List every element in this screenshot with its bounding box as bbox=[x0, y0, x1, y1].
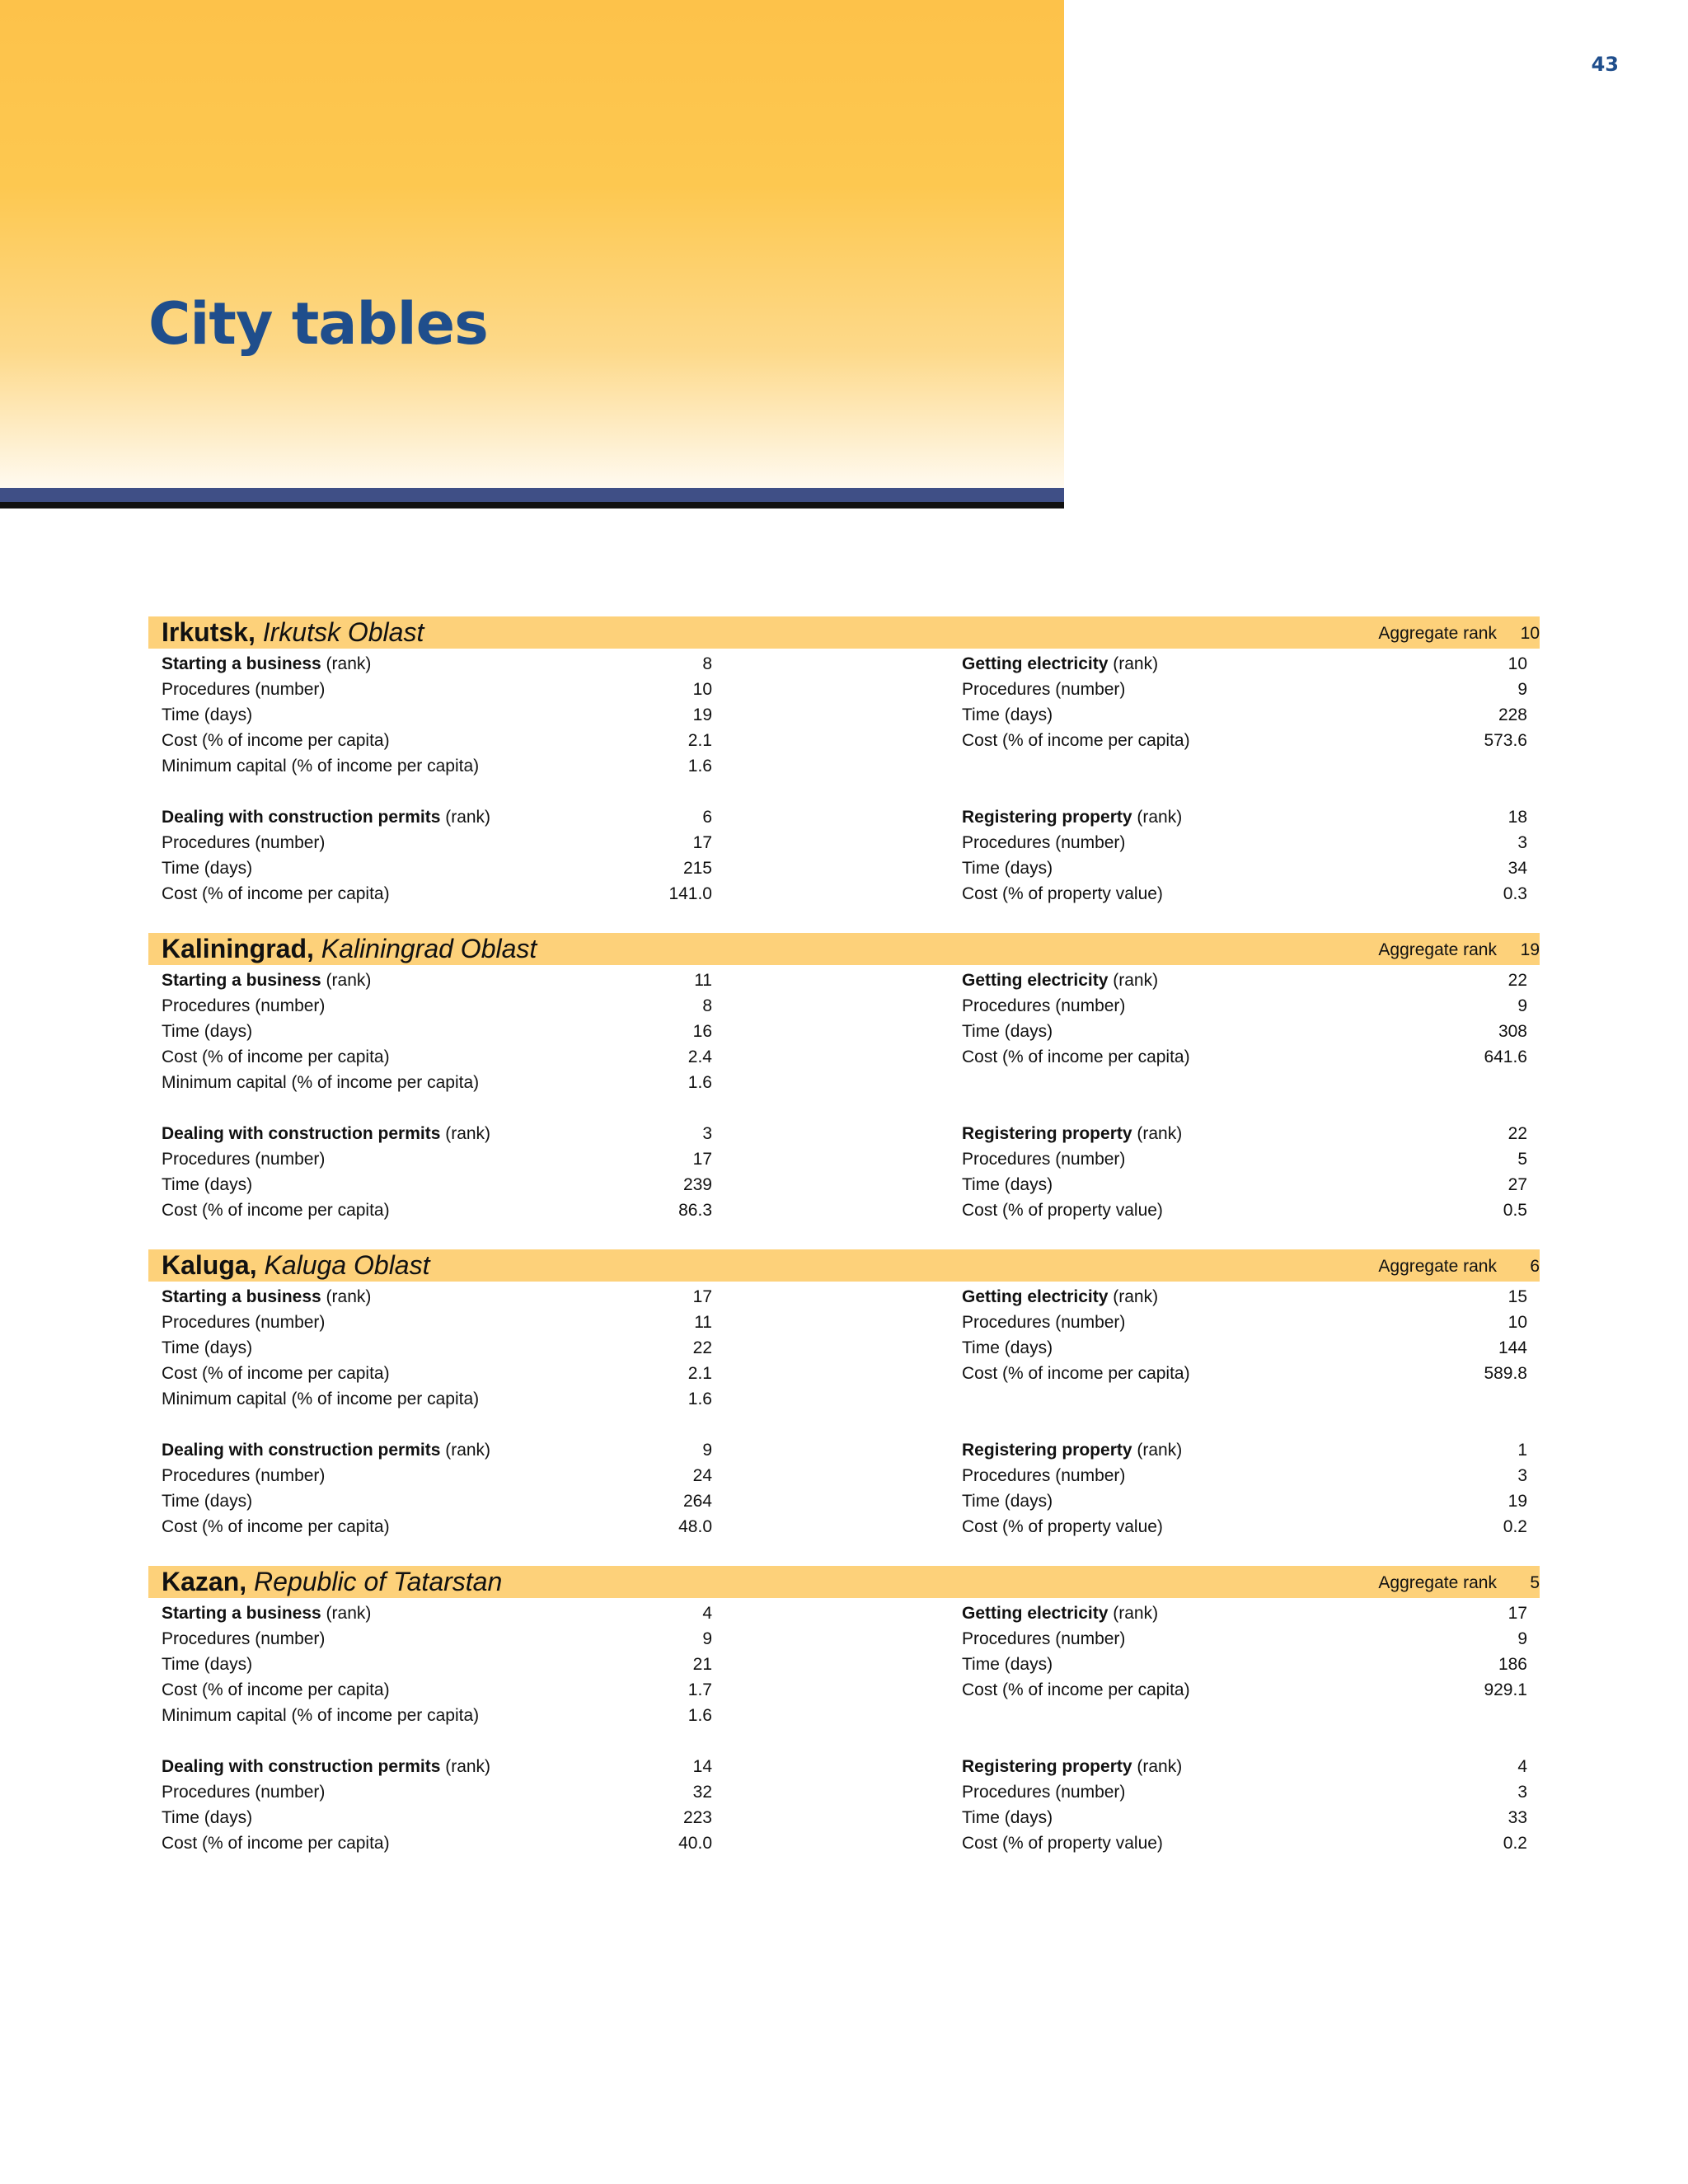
banner-stripe-blue bbox=[0, 488, 1064, 502]
section-title: Getting electricity bbox=[962, 971, 1109, 990]
row-value: 10 bbox=[692, 680, 712, 699]
city-table bbox=[148, 1566, 1540, 1863]
row-value: 215 bbox=[682, 859, 712, 878]
section-suffix: (rank) bbox=[1108, 1287, 1159, 1306]
row-value: 1.6 bbox=[687, 1073, 712, 1092]
row-value: 5 bbox=[1517, 1150, 1527, 1169]
aggregate-rank-label: Aggregate rank bbox=[1378, 940, 1497, 959]
row-value: 8 bbox=[702, 654, 712, 673]
registering-property-row bbox=[962, 1805, 1527, 1830]
region-name: Republic of Tatarstan bbox=[254, 1567, 503, 1596]
row-label bbox=[962, 1437, 1182, 1463]
row-label: Cost (% of income per capita) bbox=[162, 731, 390, 750]
getting-electricity-heading bbox=[962, 651, 1527, 677]
row-value: 11 bbox=[694, 1313, 712, 1332]
row-value: 1 bbox=[1517, 1441, 1527, 1460]
starting-business-heading bbox=[162, 1601, 712, 1626]
getting-electricity-row bbox=[962, 1044, 1527, 1070]
aggregate-rank-value: 6 bbox=[1530, 1257, 1540, 1276]
aggregate-rank-value: 10 bbox=[1520, 624, 1540, 643]
starting-business-row bbox=[162, 753, 712, 779]
starting-business-row bbox=[162, 1703, 712, 1728]
section-title: Dealing with construction permits bbox=[162, 1757, 441, 1776]
region-name: Kaliningrad Oblast bbox=[321, 934, 537, 963]
row-value: 10 bbox=[1507, 1313, 1527, 1332]
row-label: Time (days) bbox=[162, 1808, 253, 1827]
starting-business-row bbox=[162, 1361, 712, 1386]
registering-property-row bbox=[962, 1146, 1527, 1172]
row-value: 641.6 bbox=[1484, 1047, 1527, 1066]
row-value: 2.1 bbox=[687, 1364, 712, 1383]
row-value: 6 bbox=[702, 808, 712, 827]
construction-permits-row bbox=[162, 1146, 712, 1172]
row-value: 86.3 bbox=[678, 1201, 712, 1220]
row-value: 22 bbox=[1507, 1124, 1527, 1143]
city-title bbox=[162, 935, 537, 963]
starting-business-row bbox=[162, 677, 712, 702]
row-label: Time (days) bbox=[962, 1022, 1053, 1041]
getting-electricity-heading bbox=[962, 1284, 1527, 1310]
row-label: Minimum capital (% of income per capita) bbox=[162, 1073, 480, 1092]
row-label: Cost (% of income per capita) bbox=[162, 884, 390, 903]
city-title bbox=[162, 1568, 502, 1596]
section-suffix: (rank) bbox=[440, 1441, 491, 1460]
starting-business-row bbox=[162, 1335, 712, 1361]
row-label bbox=[162, 804, 490, 830]
row-label: Cost (% of property value) bbox=[962, 1834, 1163, 1853]
row-label: Procedures (number) bbox=[162, 833, 326, 852]
row-label: Cost (% of income per capita) bbox=[962, 731, 1190, 750]
starting-business-row bbox=[162, 1652, 712, 1677]
row-value: 0.2 bbox=[1503, 1834, 1527, 1853]
row-label: Time (days) bbox=[962, 1338, 1053, 1357]
row-value: 223 bbox=[682, 1808, 712, 1827]
starting-business-row bbox=[162, 1310, 712, 1335]
row-label: Cost (% of property value) bbox=[962, 1201, 1163, 1220]
row-value: 17 bbox=[1507, 1604, 1527, 1623]
construction-permits-row bbox=[162, 1172, 712, 1197]
construction-permits-row bbox=[162, 830, 712, 855]
construction-permits-row bbox=[162, 1805, 712, 1830]
construction-permits-heading bbox=[162, 1754, 712, 1779]
section-title: Registering property bbox=[962, 1124, 1132, 1143]
getting-electricity-row bbox=[962, 702, 1527, 728]
row-label: Time (days) bbox=[162, 1175, 253, 1194]
starting-business-heading bbox=[162, 1284, 712, 1310]
city-header-bar bbox=[148, 616, 1540, 649]
row-value: 3 bbox=[1517, 1783, 1527, 1802]
page-title: City tables bbox=[148, 290, 488, 358]
row-value: 144 bbox=[1498, 1338, 1527, 1357]
row-label: Procedures (number) bbox=[962, 1466, 1126, 1485]
row-label: Cost (% of income per capita) bbox=[162, 1201, 390, 1220]
row-value: 228 bbox=[1498, 705, 1527, 724]
registering-property-row bbox=[962, 1197, 1527, 1223]
row-value: 8 bbox=[702, 996, 712, 1015]
registering-property-row bbox=[962, 1514, 1527, 1540]
section-suffix: (rank) bbox=[1132, 808, 1183, 827]
section-title: Getting electricity bbox=[962, 1604, 1109, 1623]
aggregate-rank-value: 5 bbox=[1530, 1573, 1540, 1592]
row-label: Time (days) bbox=[962, 1492, 1053, 1511]
registering-property-heading bbox=[962, 1754, 1527, 1779]
row-value: 10 bbox=[1507, 654, 1527, 673]
construction-permits-row bbox=[162, 1488, 712, 1514]
getting-electricity-row bbox=[962, 1626, 1527, 1652]
row-label: Procedures (number) bbox=[162, 1629, 326, 1648]
section-suffix: (rank) bbox=[440, 1757, 491, 1776]
construction-permits-row bbox=[162, 1197, 712, 1223]
row-value: 11 bbox=[694, 971, 712, 990]
city-table bbox=[148, 1249, 1540, 1546]
row-label bbox=[162, 651, 371, 677]
city-table bbox=[148, 616, 1540, 913]
registering-property-heading bbox=[962, 1437, 1527, 1463]
section-title: Starting a business bbox=[162, 654, 321, 673]
row-label: Minimum capital (% of income per capita) bbox=[162, 757, 480, 776]
registering-property-row bbox=[962, 881, 1527, 907]
row-value: 32 bbox=[692, 1783, 712, 1802]
section-suffix: (rank) bbox=[321, 971, 372, 990]
row-label bbox=[162, 968, 371, 993]
aggregate-rank-label: Aggregate rank bbox=[1378, 1257, 1497, 1276]
registering-property-row bbox=[962, 1488, 1527, 1514]
registering-property-row bbox=[962, 855, 1527, 881]
row-value: 0.2 bbox=[1503, 1517, 1527, 1536]
row-label: Procedures (number) bbox=[962, 833, 1126, 852]
row-label: Cost (% of income per capita) bbox=[962, 1680, 1190, 1699]
getting-electricity-row bbox=[962, 677, 1527, 702]
city-title bbox=[162, 618, 424, 646]
section-title: Dealing with construction permits bbox=[162, 1124, 441, 1143]
row-value: 19 bbox=[692, 705, 712, 724]
row-value: 24 bbox=[692, 1466, 712, 1485]
getting-electricity-heading bbox=[962, 1601, 1527, 1626]
row-value: 573.6 bbox=[1484, 731, 1527, 750]
row-value: 4 bbox=[1517, 1757, 1527, 1776]
row-label bbox=[162, 1284, 371, 1310]
getting-electricity-row bbox=[962, 1310, 1527, 1335]
starting-business-row bbox=[162, 993, 712, 1019]
page-number: 43 bbox=[1591, 53, 1619, 76]
section-suffix: (rank) bbox=[1132, 1441, 1183, 1460]
row-label: Procedures (number) bbox=[962, 1629, 1126, 1648]
construction-permits-heading bbox=[162, 804, 712, 830]
construction-permits-row bbox=[162, 1463, 712, 1488]
row-value: 3 bbox=[1517, 1466, 1527, 1485]
city-table bbox=[148, 933, 1540, 1230]
row-value: 589.8 bbox=[1484, 1364, 1527, 1383]
aggregate-rank-label: Aggregate rank bbox=[1378, 624, 1497, 643]
row-label: Procedures (number) bbox=[962, 1150, 1126, 1169]
row-label bbox=[162, 1121, 490, 1146]
section-title: Registering property bbox=[962, 808, 1132, 827]
row-value: 14 bbox=[692, 1757, 712, 1776]
registering-property-row bbox=[962, 1463, 1527, 1488]
getting-electricity-heading bbox=[962, 968, 1527, 993]
row-label: Cost (% of income per capita) bbox=[162, 1364, 390, 1383]
row-value: 17 bbox=[692, 833, 712, 852]
row-label: Cost (% of property value) bbox=[962, 884, 1163, 903]
row-label bbox=[962, 1754, 1182, 1779]
row-value: 9 bbox=[702, 1441, 712, 1460]
row-value: 2.1 bbox=[687, 731, 712, 750]
section-suffix: (rank) bbox=[321, 654, 372, 673]
starting-business-heading bbox=[162, 651, 712, 677]
construction-permits-row bbox=[162, 1514, 712, 1540]
section-title: Starting a business bbox=[162, 1604, 321, 1623]
registering-property-heading bbox=[962, 804, 1527, 830]
row-label bbox=[962, 1601, 1158, 1626]
row-value: 9 bbox=[1517, 996, 1527, 1015]
row-value: 17 bbox=[692, 1150, 712, 1169]
row-label: Cost (% of property value) bbox=[962, 1517, 1163, 1536]
row-value: 9 bbox=[1517, 1629, 1527, 1648]
row-value: 2.4 bbox=[687, 1047, 712, 1066]
section-suffix: (rank) bbox=[1132, 1124, 1183, 1143]
getting-electricity-row bbox=[962, 1677, 1527, 1703]
starting-business-row bbox=[162, 1626, 712, 1652]
row-value: 19 bbox=[1507, 1492, 1527, 1511]
row-label: Cost (% of income per capita) bbox=[962, 1364, 1190, 1383]
row-value: 264 bbox=[682, 1492, 712, 1511]
starting-business-heading bbox=[162, 968, 712, 993]
row-value: 1.6 bbox=[687, 1706, 712, 1725]
row-label bbox=[162, 1437, 490, 1463]
row-value: 0.3 bbox=[1503, 884, 1527, 903]
aggregate-rank-value: 19 bbox=[1520, 940, 1540, 959]
row-label: Time (days) bbox=[162, 1492, 253, 1511]
row-value: 15 bbox=[1507, 1287, 1527, 1306]
city-name: Kaluga, bbox=[162, 1250, 257, 1280]
construction-permits-row bbox=[162, 881, 712, 907]
section-title: Dealing with construction permits bbox=[162, 808, 441, 827]
starting-business-row bbox=[162, 1070, 712, 1095]
registering-property-row bbox=[962, 1779, 1527, 1805]
row-label: Time (days) bbox=[962, 1808, 1053, 1827]
section-suffix: (rank) bbox=[440, 808, 491, 827]
row-value: 18 bbox=[1507, 808, 1527, 827]
row-label: Procedures (number) bbox=[962, 996, 1126, 1015]
section-title: Registering property bbox=[962, 1441, 1132, 1460]
row-value: 33 bbox=[1507, 1808, 1527, 1827]
starting-business-row bbox=[162, 1386, 712, 1412]
section-title: Registering property bbox=[962, 1757, 1132, 1776]
getting-electricity-row bbox=[962, 1335, 1527, 1361]
getting-electricity-row bbox=[962, 993, 1527, 1019]
row-value: 4 bbox=[702, 1604, 712, 1623]
section-suffix: (rank) bbox=[440, 1124, 491, 1143]
row-value: 3 bbox=[702, 1124, 712, 1143]
registering-property-row bbox=[962, 830, 1527, 855]
row-label: Cost (% of income per capita) bbox=[162, 1834, 390, 1853]
row-label: Minimum capital (% of income per capita) bbox=[162, 1706, 480, 1725]
row-label: Time (days) bbox=[962, 859, 1053, 878]
row-value: 9 bbox=[1517, 680, 1527, 699]
starting-business-row bbox=[162, 702, 712, 728]
row-value: 22 bbox=[692, 1338, 712, 1357]
row-value: 21 bbox=[692, 1655, 712, 1674]
registering-property-row bbox=[962, 1830, 1527, 1856]
construction-permits-heading bbox=[162, 1437, 712, 1463]
row-value: 3 bbox=[1517, 833, 1527, 852]
construction-permits-heading bbox=[162, 1121, 712, 1146]
section-suffix: (rank) bbox=[1108, 1604, 1159, 1623]
row-label: Procedures (number) bbox=[962, 1783, 1126, 1802]
row-value: 308 bbox=[1498, 1022, 1527, 1041]
getting-electricity-row bbox=[962, 1361, 1527, 1386]
registering-property-row bbox=[962, 1172, 1527, 1197]
row-label: Procedures (number) bbox=[162, 996, 326, 1015]
starting-business-row bbox=[162, 728, 712, 753]
city-name: Kazan, bbox=[162, 1567, 247, 1596]
city-header-bar bbox=[148, 933, 1540, 965]
row-value: 1.6 bbox=[687, 1390, 712, 1408]
row-label: Cost (% of income per capita) bbox=[162, 1680, 390, 1699]
row-label: Time (days) bbox=[162, 705, 253, 724]
row-label bbox=[962, 1121, 1182, 1146]
row-value: 186 bbox=[1498, 1655, 1527, 1674]
row-label: Procedures (number) bbox=[162, 1313, 326, 1332]
section-title: Getting electricity bbox=[962, 654, 1109, 673]
row-value: 34 bbox=[1507, 859, 1527, 878]
starting-business-row bbox=[162, 1677, 712, 1703]
section-suffix: (rank) bbox=[321, 1287, 372, 1306]
starting-business-row bbox=[162, 1019, 712, 1044]
construction-permits-row bbox=[162, 855, 712, 881]
row-value: 9 bbox=[702, 1629, 712, 1648]
row-label: Time (days) bbox=[962, 705, 1053, 724]
row-label: Cost (% of income per capita) bbox=[162, 1517, 390, 1536]
row-label: Time (days) bbox=[162, 1022, 253, 1041]
row-value: 48.0 bbox=[678, 1517, 712, 1536]
row-label: Time (days) bbox=[962, 1175, 1053, 1194]
row-label bbox=[962, 968, 1158, 993]
row-label bbox=[962, 1284, 1158, 1310]
construction-permits-row bbox=[162, 1779, 712, 1805]
row-value: 17 bbox=[692, 1287, 712, 1306]
getting-electricity-row bbox=[962, 1019, 1527, 1044]
section-suffix: (rank) bbox=[321, 1604, 372, 1623]
row-value: 1.7 bbox=[687, 1680, 712, 1699]
row-label: Procedures (number) bbox=[162, 680, 326, 699]
row-value: 27 bbox=[1507, 1175, 1527, 1194]
city-name: Irkutsk, bbox=[162, 617, 256, 647]
row-label bbox=[162, 1754, 490, 1779]
banner-stripe-black bbox=[0, 502, 1064, 509]
row-label: Procedures (number) bbox=[962, 680, 1126, 699]
section-suffix: (rank) bbox=[1108, 971, 1159, 990]
city-header-bar bbox=[148, 1249, 1540, 1282]
row-label bbox=[962, 804, 1182, 830]
row-label: Minimum capital (% of income per capita) bbox=[162, 1390, 480, 1408]
section-title: Getting electricity bbox=[962, 1287, 1109, 1306]
section-suffix: (rank) bbox=[1132, 1757, 1183, 1776]
row-label bbox=[962, 651, 1158, 677]
row-value: 239 bbox=[682, 1175, 712, 1194]
row-value: 0.5 bbox=[1503, 1201, 1527, 1220]
row-label: Cost (% of income per capita) bbox=[962, 1047, 1190, 1066]
row-value: 40.0 bbox=[678, 1834, 712, 1853]
row-value: 141.0 bbox=[668, 884, 712, 903]
city-header-bar bbox=[148, 1566, 1540, 1598]
row-value: 16 bbox=[692, 1022, 712, 1041]
region-name: Irkutsk Oblast bbox=[262, 617, 424, 647]
aggregate-rank-label: Aggregate rank bbox=[1378, 1573, 1497, 1592]
row-label: Procedures (number) bbox=[162, 1783, 326, 1802]
row-label: Procedures (number) bbox=[962, 1313, 1126, 1332]
row-label: Procedures (number) bbox=[162, 1150, 326, 1169]
section-suffix: (rank) bbox=[1108, 654, 1159, 673]
getting-electricity-row bbox=[962, 728, 1527, 753]
construction-permits-row bbox=[162, 1830, 712, 1856]
title-banner bbox=[0, 0, 1064, 488]
region-name: Kaluga Oblast bbox=[264, 1250, 430, 1280]
row-label: Time (days) bbox=[162, 1338, 253, 1357]
row-value: 1.6 bbox=[687, 757, 712, 776]
registering-property-heading bbox=[962, 1121, 1527, 1146]
row-value: 929.1 bbox=[1484, 1680, 1527, 1699]
row-label bbox=[162, 1601, 371, 1626]
starting-business-row bbox=[162, 1044, 712, 1070]
row-label: Procedures (number) bbox=[162, 1466, 326, 1485]
row-label: Time (days) bbox=[162, 1655, 253, 1674]
city-name: Kaliningrad, bbox=[162, 934, 314, 963]
row-label: Time (days) bbox=[962, 1655, 1053, 1674]
section-title: Dealing with construction permits bbox=[162, 1441, 441, 1460]
getting-electricity-row bbox=[962, 1652, 1527, 1677]
section-title: Starting a business bbox=[162, 971, 321, 990]
city-title bbox=[162, 1251, 429, 1279]
row-value: 22 bbox=[1507, 971, 1527, 990]
row-label: Time (days) bbox=[162, 859, 253, 878]
section-title: Starting a business bbox=[162, 1287, 321, 1306]
row-label: Cost (% of income per capita) bbox=[162, 1047, 390, 1066]
